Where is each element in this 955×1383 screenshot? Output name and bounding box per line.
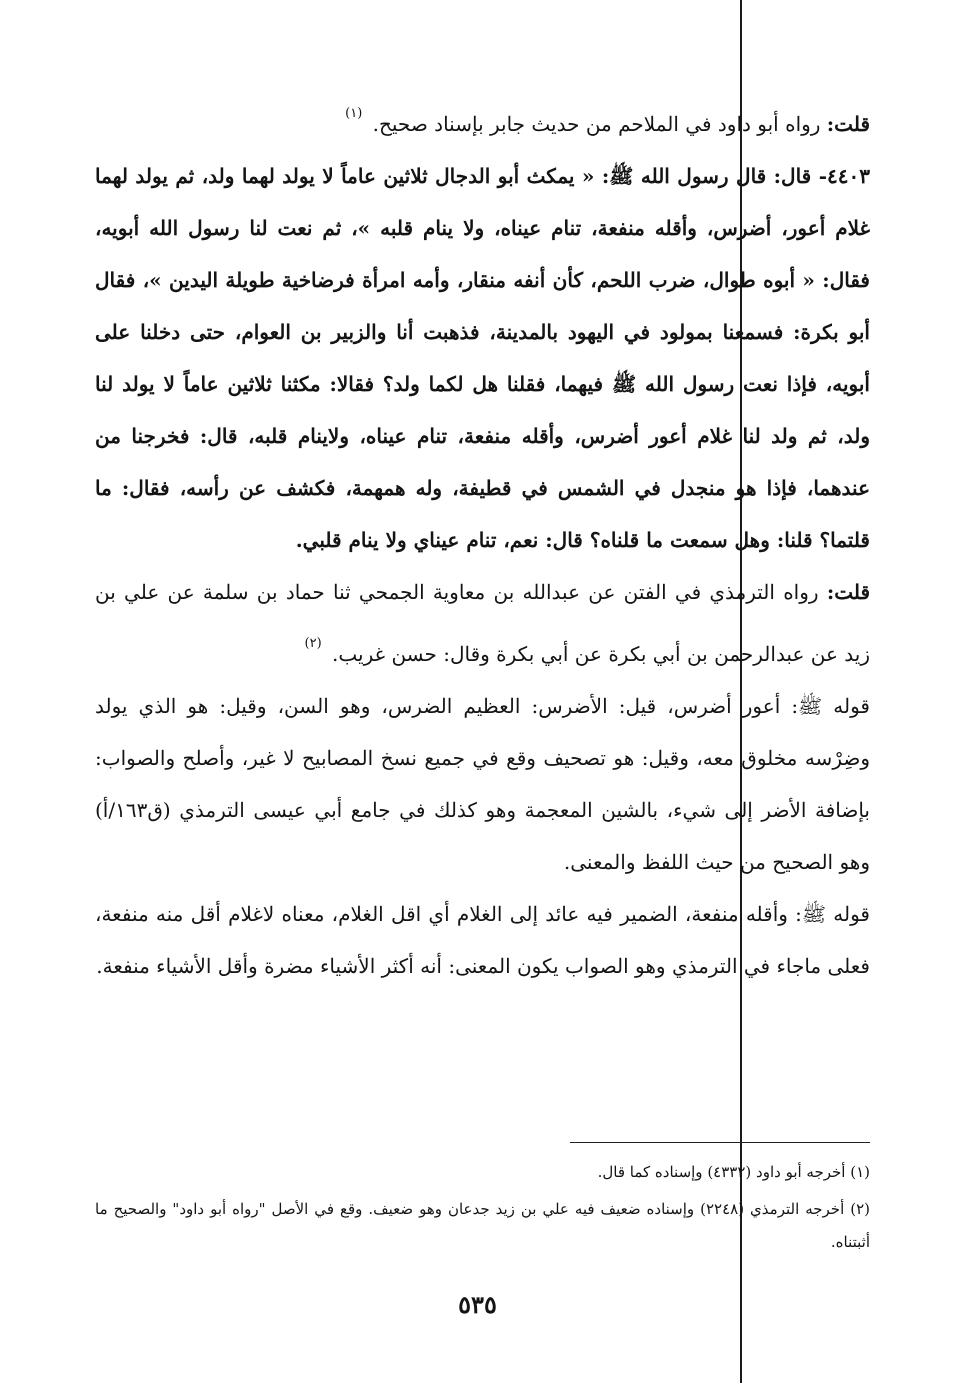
hadith-4403 xyxy=(95,150,870,566)
paragraph-1 xyxy=(95,88,870,150)
main-text xyxy=(95,88,870,992)
commentary-1-text: قوله ﷺ: أعور أضرس، قيل: الأضرس: العظيم الضرس، وهو السن، وقيل: هو الذي يولد وضِرْسه مخلوق معه، وقيل: هو تصحيف وقع في جميع نسخ المصابيح لا غير، وأصلح والصواب: بإضافة الأضر إلى شيء، بالشين المعجمة وهو كذلك في جامع أبي عيسى الترمذي (ق١٦٣/أ) وهو الصحيح من حيث اللفظ والمعنى. xyxy=(95,694,870,874)
footnote-ref-1: (١) xyxy=(345,106,363,121)
commentary-2-text: قوله ﷺ: وأقله منفعة، الضمير فيه عائد إلى الغلام أي اقل الغلام، معناه لاغلام أقل منه منفعة، فعلى ماجاء في الترمذي وهو الصواب يكون المعنى: أنه أكثر الأشياء مضرة وأقل الأشياء منفعة. xyxy=(95,902,870,978)
page-number: ٥٣٥ xyxy=(458,1290,497,1319)
paragraph-3 xyxy=(95,566,870,680)
commentary-1 xyxy=(95,680,870,888)
footnote-ref-2: (٢) xyxy=(304,636,322,651)
footnote-1: (١) أخرجه أبو داود (٤٣٣٢) وإسناده كما قال. xyxy=(597,1163,870,1181)
footnotes xyxy=(95,1156,870,1263)
paragraph-1-text: رواه أبو داود في الملاحم من حديث جابر بإسناد صحيح. xyxy=(372,112,821,136)
paragraph-3-lead: قلت: xyxy=(826,580,871,604)
paragraph-1-lead: قلت: xyxy=(826,112,870,136)
hadith-text: قال: قال رسول الله ﷺ: « يمكث أبو الدجال ثلاثين عاماً لا يولد لهما ولد، ثم يولد لهما غلام أعور، أضرس، وأقله منفعة، تنام عيناه، ولا ينام قلبه »، ثم نعت لنا رسول الله أبويه، فقال: « أبوه طوال، ضرب اللحم، كأن أنفه منقار، وأمه امرأة فرضاخية طويلة اليدين »، فقال أبو بكرة: فسمعنا بمولود في اليهود بالمدينة، فذهبت أنا والزبير بن العوام، حتى دخلنا على أبويه، فإذا نعت رسول الله ﷺ فيهما، فقلنا هل لكما ولد؟ فقالا: مكثنا ثلاثين عاماً لا يولد لنا ولد، ثم ولد لنا غلام أعور أضرس، وأقله منفعة، تنام عيناه، ولاينام قلبه، قال: فخرجنا من عندهما، فإذا هو منجدل في الشمس في قطيفة، وله همهمة، فكشف عن رأسه، فقال: ما قلتما؟ قلنا: وهل سمعت ما قلناه؟ قال: نعم، تنام عيناي ولا ينام قلبي. xyxy=(95,164,871,552)
commentary-2 xyxy=(95,888,870,992)
footnote-divider xyxy=(570,1142,870,1143)
footnote-2: (٢) أخرجه الترمذي (٢٢٤٨) وإسناده ضعيف فيه علي بن زيد جدعان وهو ضعيف. وقع في الأصل "رواه أبو داود" والصحيح ما أثبتناه. xyxy=(95,1200,870,1251)
paragraph-3-text: رواه الترمذي في الفتن عن عبدالله بن معاوية الجمحي ثنا حماد بن سلمة عن علي بن زيد عن عبدالرحمن بن أبي بكرة عن أبي بكرة وقال: حسن غريب. xyxy=(95,580,870,666)
hadith-number: ٤٤٠٣- xyxy=(818,164,870,188)
